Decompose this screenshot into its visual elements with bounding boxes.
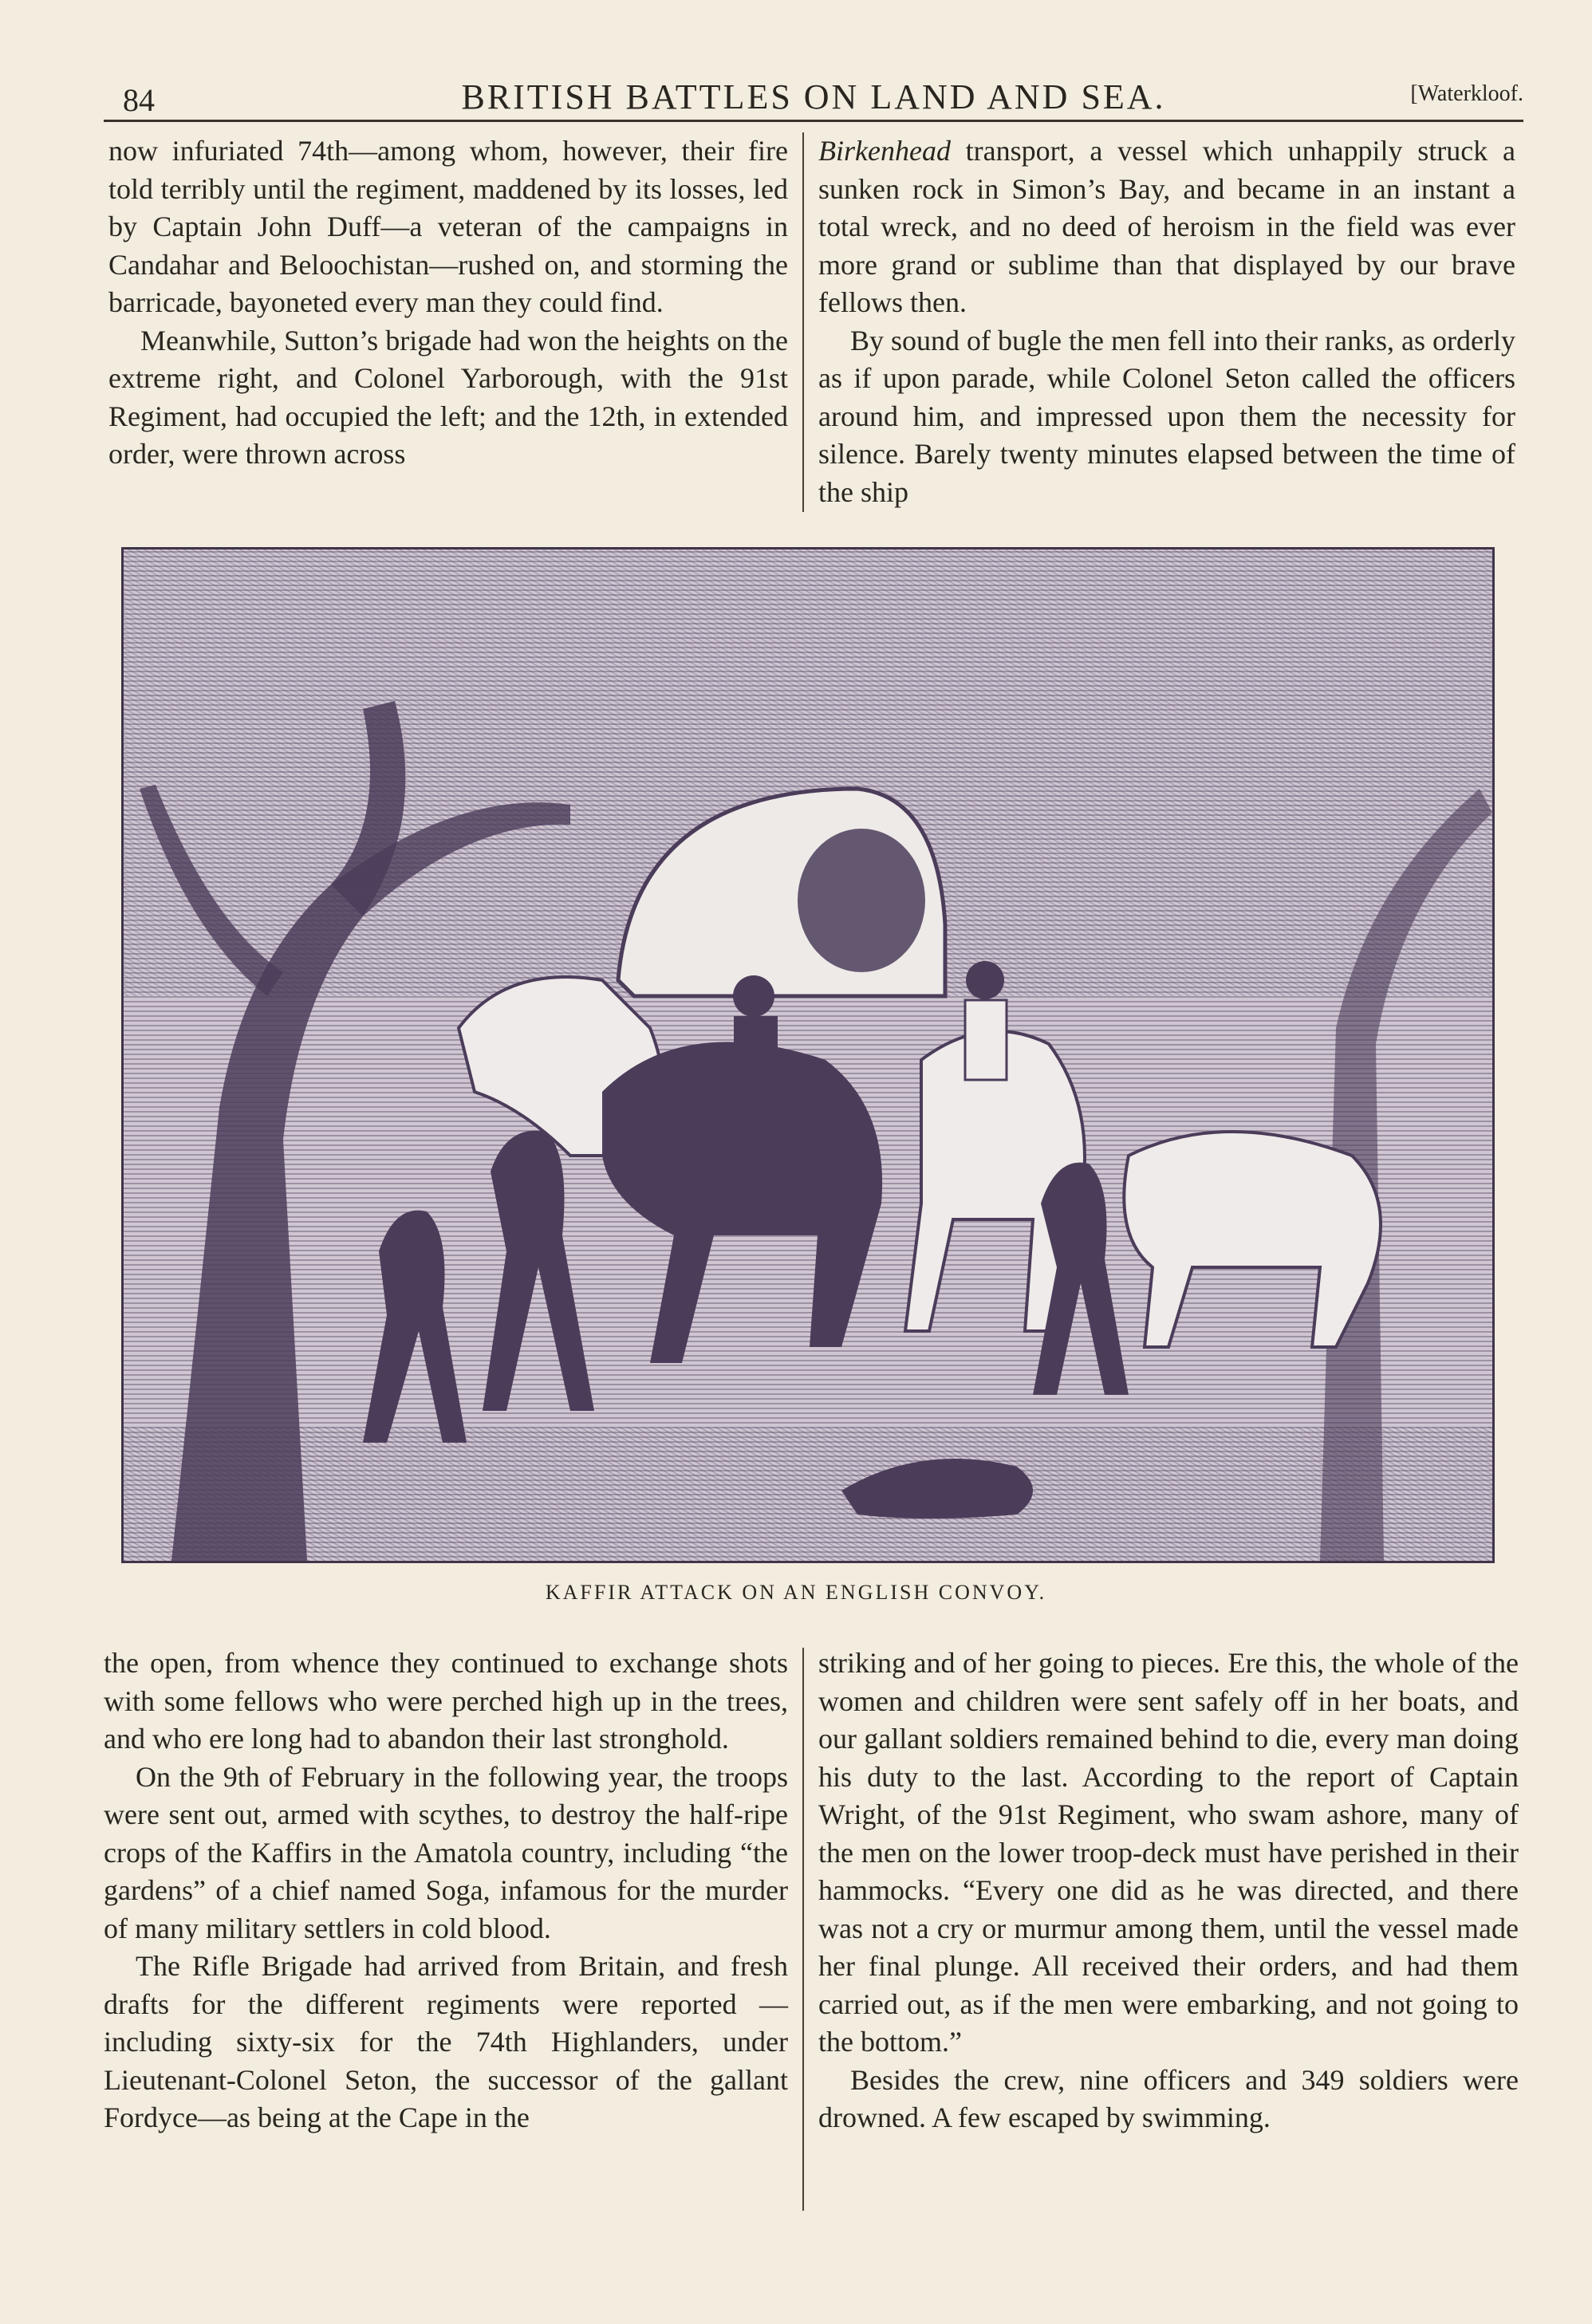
running-title: BRITISH BATTLES ON LAND AND SEA. xyxy=(461,77,1166,116)
column-top-right xyxy=(818,132,1515,511)
paragraph: Besides the crew, nine officers and 349 soldiers were drowned. A few escaped by swimming. xyxy=(818,2063,1519,2133)
engraving-illustration-icon xyxy=(124,549,1492,1561)
header-rule xyxy=(104,120,1523,122)
column-divider xyxy=(802,132,804,512)
page-number: 84 xyxy=(123,82,155,118)
page-header xyxy=(104,70,1523,118)
column-bottom-right xyxy=(818,1645,1519,2137)
engraving-illustration xyxy=(121,547,1495,1563)
paragraph xyxy=(818,132,1515,322)
illustration-caption: KAFFIR ATTACK ON AN ENGLISH CONVOY. xyxy=(545,1581,1047,1604)
paragraph: The Rifle Brigade had arrived from Britain, and fresh drafts for the different regiments were reported —including sixty-six for the 74th Highlanders, under Lieutenant-Colonel Seton, the successor of the gallant Fordyce—as being at the Cape in the xyxy=(104,1950,788,2133)
paragraph: the open, from whence they continued to exchange shots with some fellows who were perched high up in the trees, and who ere long had to abandon their last stronghold. xyxy=(104,1647,788,1755)
paragraph: now infuriated 74th—among whom, however, their fire told terribly until the regiment, maddened by its losses, led by Captain John Duff—a veteran of the campaigns in Candahar and Beloochistan—rushed on, and storming the barricade, bayoneted every man they could find. xyxy=(108,135,788,318)
paragraph: striking and of her going to pieces. Ere this, the whole of the women and children were sent safely off in her boats, and our gallant soldiers remained behind to die, every man doing his duty to the last. According to the report of Captain Wright, of the 91st Regiment, who swam ashore, many of the men on the lower troop-deck must have perished in their hammocks. “Every one did as he was directed, and there was not a cry or murmur among them, until the vessel made her final plunge. All received their orders, and had them carried out, as if the men were embarking, and not going to the bottom.” xyxy=(818,1647,1519,2058)
column-divider xyxy=(802,1648,804,2211)
paragraph: Meanwhile, Sutton’s brigade had won the heights on the extreme right, and Colonel Yarborough, with the 91st Regiment, had occupied the left; and the 12th, in extended order, were thrown across xyxy=(108,324,788,470)
paragraph-text: transport, a vessel which unhappily struck a sunken rock in Simon’s Bay, and became in an instant a total wreck, and no deed of heroism in the field was ever more grand or sublime than that displayed by our brave fellows then. xyxy=(818,135,1515,318)
paragraph: On the 9th of February in the following year, the troops were sent out, armed with scythes, to destroy the half-ripe crops of the Kaffirs in the Amatola country, including “the gardens” of a chief named Soga, infamous for the murder of many military settlers in cold blood. xyxy=(104,1760,788,1944)
column-bottom-left xyxy=(104,1645,788,2137)
section-tag: [Waterkloof. xyxy=(1410,81,1523,106)
ship-name: Birkenhead xyxy=(818,135,951,167)
column-top-left xyxy=(108,132,788,474)
paragraph: By sound of bugle the men fell into their ranks, as orderly as if upon parade, while Colonel Seton called the officers around him, and impressed upon them the necessity for silence. Barely twenty minutes elapsed between the time of the ship xyxy=(818,324,1515,508)
